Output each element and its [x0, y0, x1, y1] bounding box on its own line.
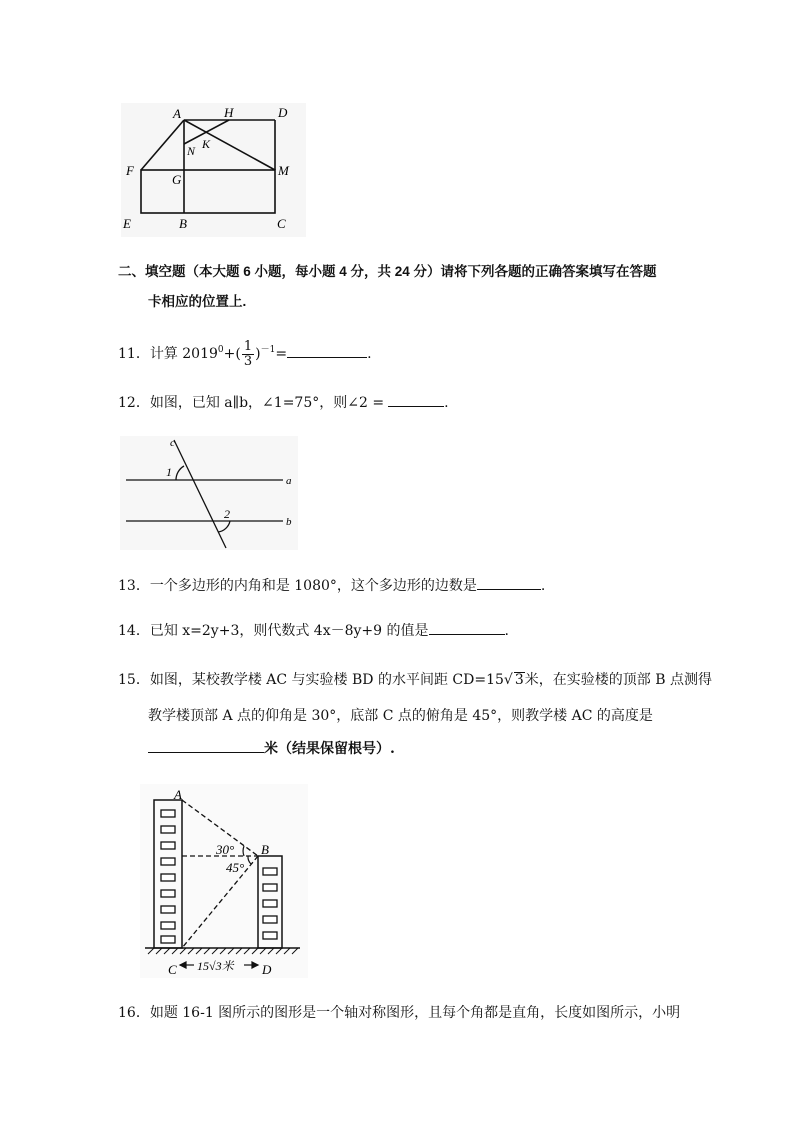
q11-fraction	[242, 340, 254, 369]
label-F: F	[126, 163, 134, 178]
label-G: G	[172, 172, 182, 187]
line-b-label: b	[286, 516, 292, 528]
q15-line3-post: 米（结果保留根号）.	[264, 741, 395, 757]
label-M: M	[278, 163, 289, 178]
label-B: B	[179, 216, 187, 231]
q14-text: 已知 x=2y+3，则代数式 4x－8y+9 的值是	[149, 623, 429, 639]
q16-number: 16．	[118, 1005, 150, 1021]
q12-number: 12．	[118, 395, 150, 411]
building-label-D: D	[262, 962, 272, 977]
question-15-line2: 教学楼顶部 A 点的仰角是 30°，底部 C 点的俯角是 45°，则教学楼 AC 的高度是	[148, 708, 653, 724]
q11-number: 11．	[118, 346, 150, 362]
q12-answer-blank[interactable]	[388, 392, 444, 407]
label-N: N	[187, 144, 196, 158]
q11-pre: 计算 2019	[149, 346, 218, 362]
question-11	[118, 336, 372, 369]
line-c-label: c	[170, 437, 175, 449]
angle-30-label: 30°	[216, 842, 235, 857]
question-15-line3	[148, 738, 395, 759]
q12-end: .	[444, 395, 449, 411]
figure-rectangle-geometry	[118, 100, 308, 240]
q11-close: )	[255, 346, 261, 362]
question-13	[118, 575, 545, 596]
question-16	[118, 1003, 680, 1023]
building-label-A: A	[174, 787, 182, 802]
q11-sup1: －1	[260, 345, 276, 355]
q14-number: 14．	[118, 623, 150, 639]
q14-answer-blank[interactable]	[429, 620, 505, 635]
q15-line1-pre: 如图，某校教学楼 AC 与实验楼 BD 的水平间距 CD=15	[149, 672, 504, 688]
building-label-B: B	[261, 842, 269, 857]
q11-plus: +(	[223, 346, 241, 362]
q11-answer-blank[interactable]	[287, 343, 367, 358]
q11-frac-num: 1	[243, 338, 253, 354]
q11-frac-den: 3	[243, 353, 253, 369]
q13-number: 13．	[118, 578, 150, 594]
section-heading-cont: 卡相应的位置上.	[148, 294, 247, 309]
q11-eq: =	[275, 346, 288, 362]
q15-sqrt: 3	[514, 672, 524, 688]
q14-end: .	[504, 623, 509, 639]
figure-parallel-lines	[118, 434, 300, 552]
figure-buildings	[140, 784, 308, 978]
q11-end: .	[367, 346, 372, 362]
q13-end: .	[540, 578, 546, 594]
angle-2-label: 2	[224, 507, 230, 521]
q13-answer-blank[interactable]	[477, 575, 541, 590]
label-A: A	[173, 106, 181, 121]
q16-text: 如题 16-1 图所示的图形是一个轴对称图形，且每个角都是直角，长度如图所示，小明	[149, 1005, 681, 1021]
q11-sup0: 0	[217, 345, 224, 355]
question-14	[118, 620, 509, 641]
label-H: H	[224, 105, 234, 120]
q15-number: 15．	[118, 672, 150, 688]
label-C: C	[277, 216, 286, 231]
q15-answer-blank[interactable]	[148, 738, 264, 753]
building-label-C: C	[168, 962, 177, 977]
question-12	[118, 392, 449, 413]
angle-45-label: 45°	[226, 860, 245, 875]
q13-text: 一个多边形的内角和是 1080°，这个多边形的边数是	[149, 578, 477, 594]
angle-1-label: 1	[166, 465, 172, 479]
line-a-label: a	[286, 475, 292, 487]
label-D: D	[278, 105, 288, 120]
label-E: E	[123, 216, 131, 231]
question-15-line1: 15．如图，某校教学楼 AC 与实验楼 BD 的水平间距 CD=15√ 3米，在实验楼的顶部 B 点测得	[118, 672, 712, 688]
label-K: K	[202, 137, 211, 151]
q15-line1-post: 米，在实验楼的顶部 B 点测得	[524, 672, 712, 688]
q12-text: 如图，已知 a∥b，∠1=75°，则∠2 =	[149, 395, 385, 411]
distance-label: 15√3米	[197, 959, 234, 973]
section-heading: 二、填空题（本大题 6 小题，每小题 4 分，共 24 分）请将下列各题的正确答案填写在答题	[118, 264, 657, 279]
